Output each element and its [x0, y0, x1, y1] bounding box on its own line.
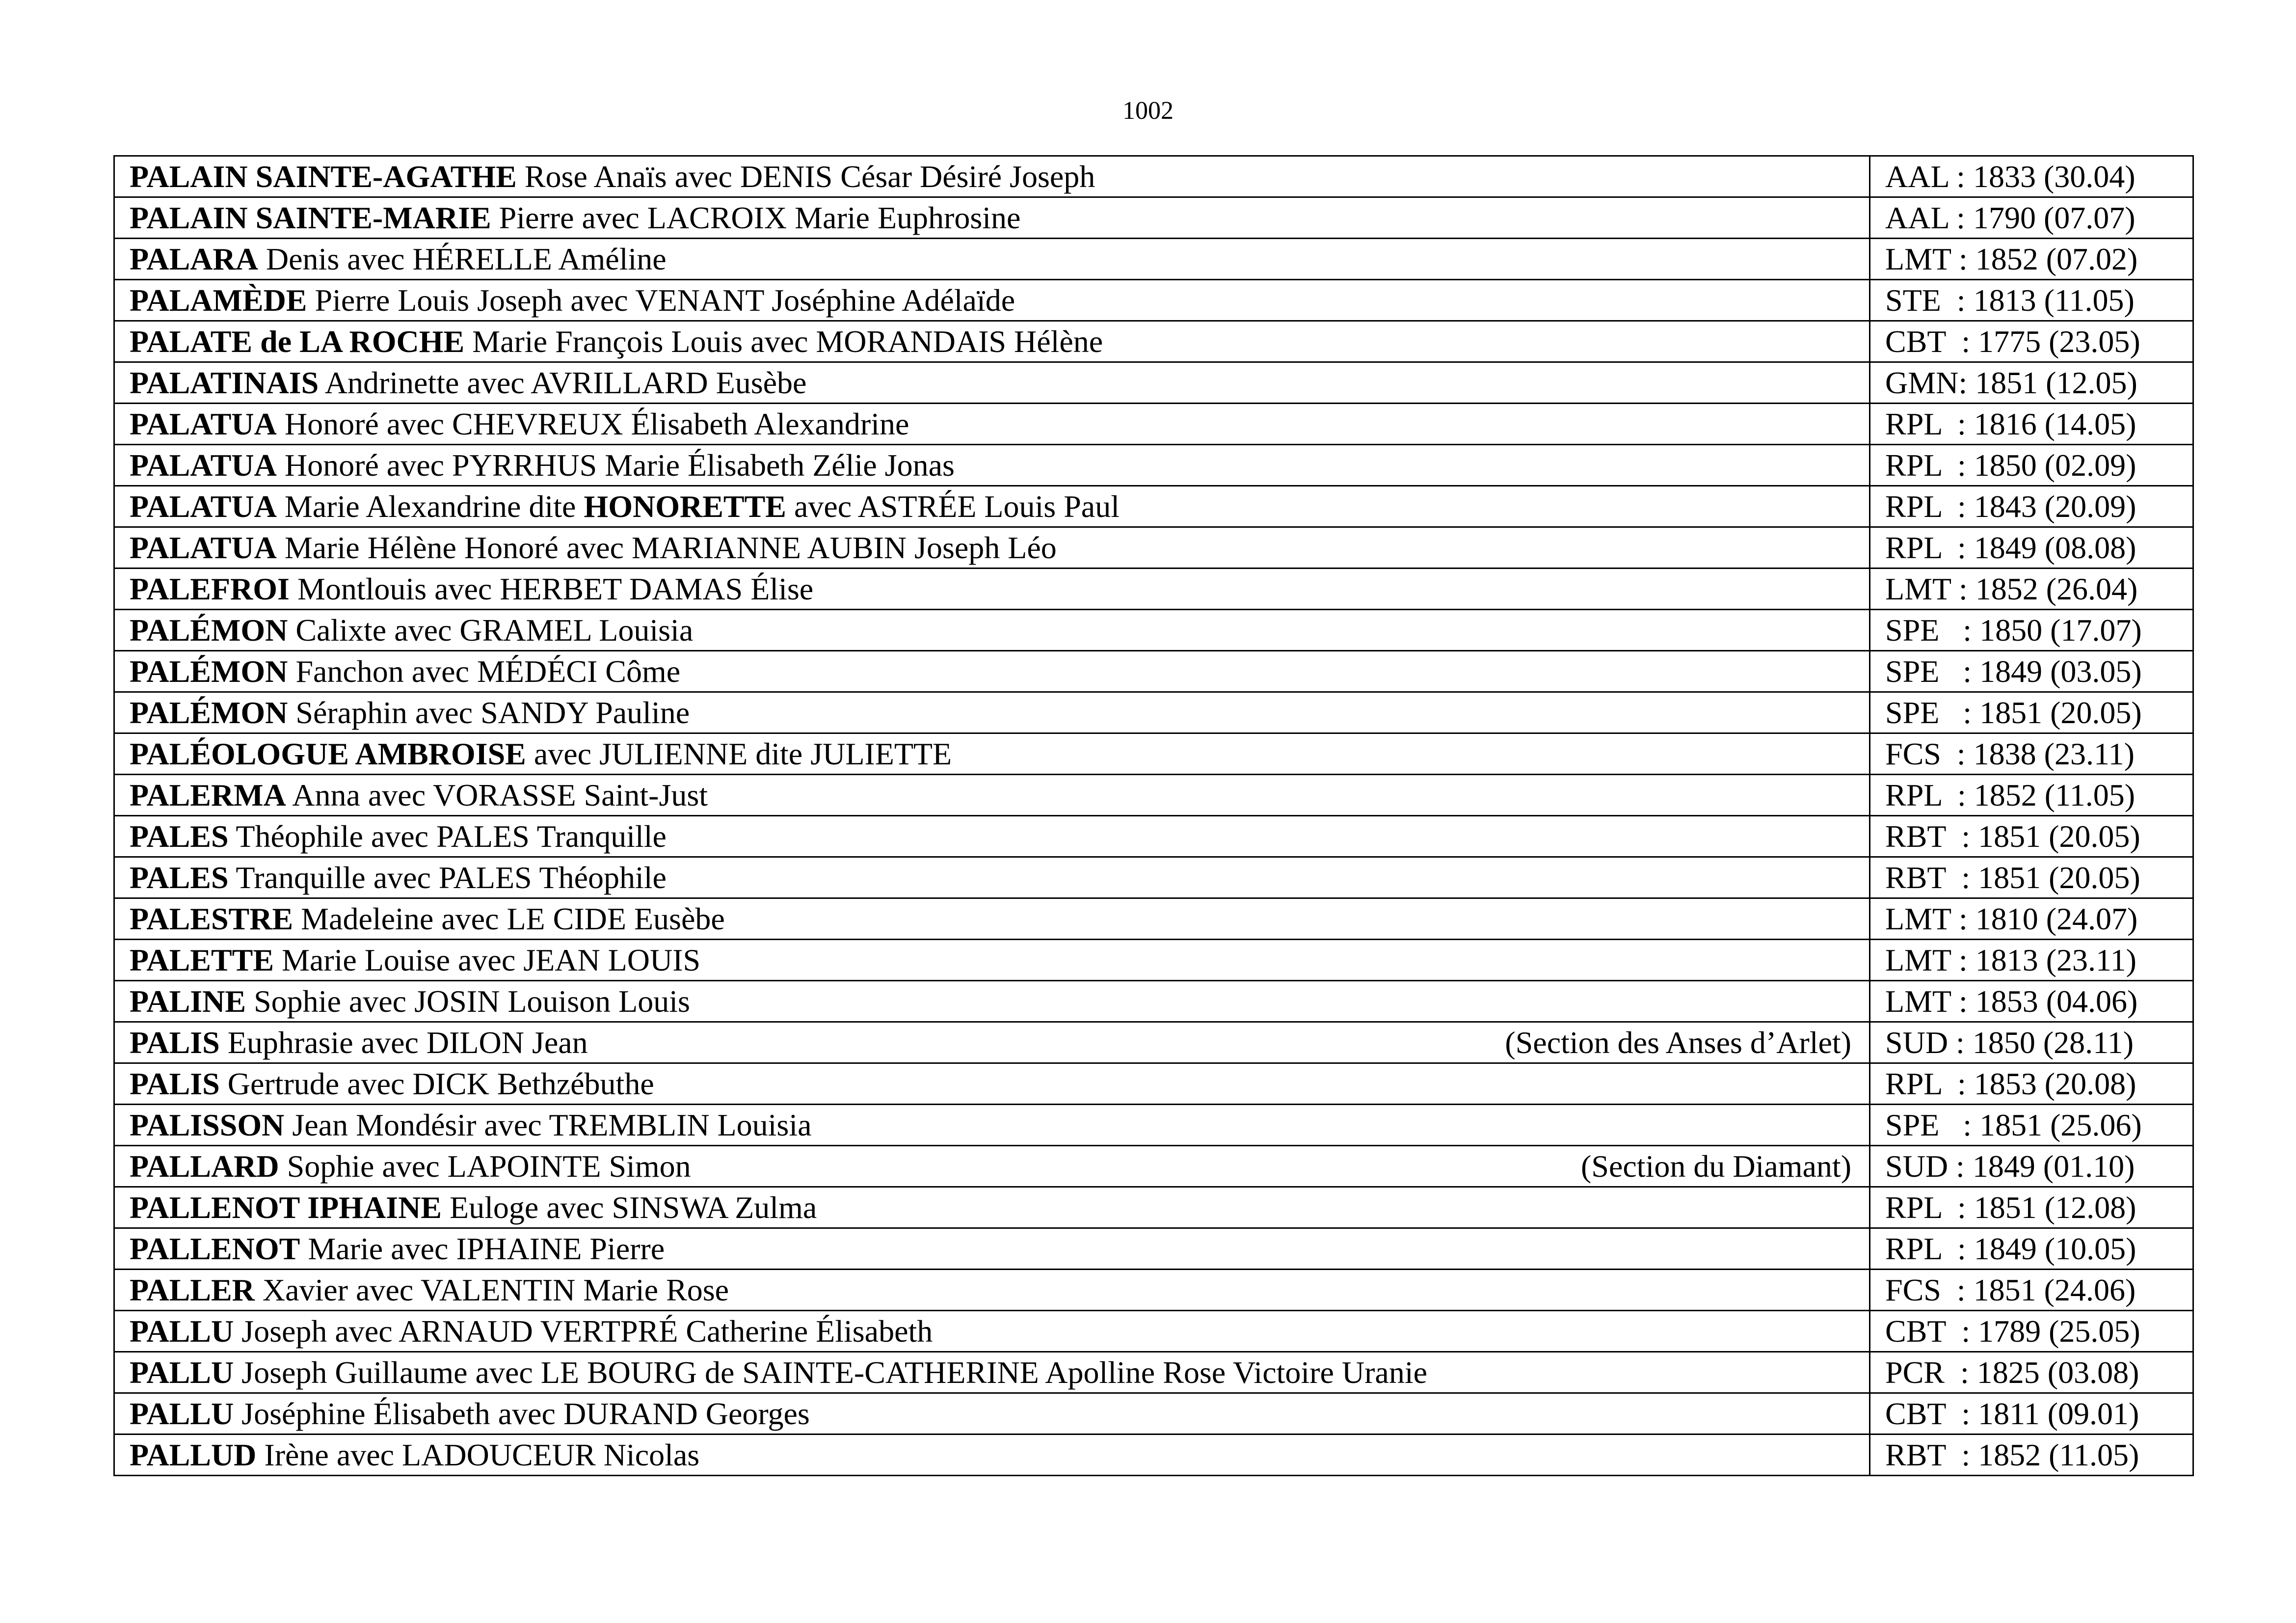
surname: PALES: [130, 818, 229, 854]
surname: PALIS: [130, 1066, 220, 1101]
entry-cell: [114, 1434, 1870, 1476]
entry-line: [130, 696, 1869, 730]
entry-names: [130, 572, 813, 606]
entry-cell: [114, 775, 1870, 816]
entry-line: [130, 407, 1869, 441]
entry-cell: [114, 1228, 1870, 1270]
table-row: [114, 486, 2193, 527]
entry-cell: [114, 898, 1870, 940]
entry-line: [130, 1190, 1869, 1225]
table-row: [114, 940, 2193, 981]
entry-names: [130, 325, 1103, 359]
surname: PALESTRE: [130, 901, 294, 936]
table-row: [114, 1270, 2193, 1311]
entry-names: [130, 1438, 699, 1472]
entry-cell: [114, 692, 1870, 733]
entry-line: [130, 819, 1869, 854]
surname: PALATUA: [130, 488, 277, 524]
entry-text: Irène avec LADOUCEUR Nicolas: [256, 1437, 700, 1472]
entry-text: Jean Mondésir avec TREMBLIN Louisia: [284, 1107, 812, 1142]
surname: PALEFROI: [130, 571, 290, 606]
table-row: [114, 692, 2193, 733]
record-reference: RPL : 1851 (12.08): [1870, 1187, 2193, 1228]
entry-names: [130, 737, 952, 771]
entry-names: [130, 1149, 691, 1184]
entry-line: [130, 1026, 1869, 1060]
entry-text: Joséphine Élisabeth avec DURAND Georges: [234, 1396, 810, 1431]
surname: PALATE de LA ROCHE: [130, 324, 465, 359]
entry-cell: [114, 816, 1870, 857]
table-row: [114, 1022, 2193, 1063]
entry-line: [130, 1397, 1869, 1431]
record-reference: RPL : 1849 (10.05): [1870, 1228, 2193, 1270]
record-reference: CBT : 1811 (09.01): [1870, 1393, 2193, 1434]
table-row: [114, 280, 2193, 321]
record-reference: RPL : 1853 (20.08): [1870, 1063, 2193, 1105]
table-row: [114, 1105, 2193, 1146]
entry-text: Montlouis avec HERBET DAMAS Élise: [289, 571, 814, 606]
record-reference: RPL : 1849 (08.08): [1870, 527, 2193, 568]
record-reference: SPE : 1851 (20.05): [1870, 692, 2193, 733]
table-row: [114, 1187, 2193, 1228]
record-reference: PCR : 1825 (03.08): [1870, 1352, 2193, 1393]
entry-text: Gertrude avec DICK Bethzébuthe: [219, 1066, 654, 1101]
entry-names: [130, 1273, 729, 1307]
surname: PALLER: [130, 1272, 255, 1307]
entry-names: [130, 366, 806, 400]
table-row: [114, 816, 2193, 857]
entry-names: [130, 984, 690, 1019]
entry-cell: [114, 527, 1870, 568]
entry-text: Sophie avec LAPOINTE Simon: [279, 1148, 691, 1184]
entry-cell: [114, 568, 1870, 610]
entry-names: [130, 1067, 654, 1101]
entry-names: [130, 489, 1120, 524]
entry-cell: [114, 362, 1870, 404]
table-row: [114, 156, 2193, 197]
entry-line: [130, 201, 1869, 235]
surname: PALLU: [130, 1313, 234, 1349]
entry-text: Rose Anaïs avec DENIS César Désiré Joseph: [516, 159, 1095, 194]
table-row: [114, 1352, 2193, 1393]
record-reference: CBT : 1789 (25.05): [1870, 1311, 2193, 1352]
section-note: (Section du Diamant): [1581, 1148, 1851, 1184]
entry-text: Pierre Louis Joseph avec VENANT Joséphine Adélaïde: [307, 282, 1015, 318]
table-row: [114, 857, 2193, 898]
record-reference: LMT : 1810 (24.07): [1870, 898, 2193, 940]
entry-names: [130, 201, 1020, 235]
entry-line: [130, 984, 1869, 1019]
entry-line: [130, 242, 1869, 276]
entry-line: [130, 1438, 1869, 1472]
table-row: [114, 404, 2193, 445]
record-reference: GMN: 1851 (12.05): [1870, 362, 2193, 404]
entry-text: Andrinette avec AVRILLARD Eusèbe: [319, 365, 807, 400]
surname: PALAIN SAINTE-MARIE: [130, 200, 491, 235]
table-row: [114, 733, 2193, 775]
entry-cell: [114, 940, 1870, 981]
entry-names: [130, 407, 909, 441]
table-row: [114, 445, 2193, 486]
entry-text: Séraphin avec SANDY Pauline: [288, 695, 690, 730]
page-number: 1002: [1122, 97, 1174, 125]
entry-text: Anna avec VORASSE Saint-Just: [286, 777, 708, 812]
register-body: [114, 156, 2193, 1476]
entry-line: [130, 1232, 1869, 1266]
entry-text: Euloge avec SINSWA Zulma: [441, 1190, 817, 1225]
table-row: [114, 527, 2193, 568]
table-row: [114, 1146, 2193, 1187]
entry-names: [130, 696, 690, 730]
entry-names: [130, 448, 955, 483]
surname: PALISSON: [130, 1107, 285, 1142]
entry-text: Denis avec HÉRELLE Améline: [258, 241, 667, 276]
entry-text: Pierre avec LACROIX Marie Euphrosine: [491, 200, 1021, 235]
entry-text: Honoré avec PYRRHUS Marie Élisabeth Zélie Jonas: [276, 447, 955, 483]
entry-line: [130, 654, 1869, 689]
table-row: [114, 898, 2193, 940]
entry-names: [130, 531, 1057, 565]
entry-cell: [114, 239, 1870, 280]
entry-line: [130, 1355, 1869, 1390]
entry-cell: [114, 445, 1870, 486]
entry-cell: [114, 1270, 1870, 1311]
surname: PALATUA: [130, 406, 277, 441]
entry-cell: [114, 1393, 1870, 1434]
table-row: [114, 1063, 2193, 1105]
entry-names: [130, 1190, 817, 1225]
record-reference: FCS : 1838 (23.11): [1870, 733, 2193, 775]
entry-cell: [114, 1063, 1870, 1105]
entry-text: Marie Alexandrine dite: [276, 488, 584, 524]
entry-cell: [114, 733, 1870, 775]
table-row: [114, 775, 2193, 816]
surname: PALÉOLOGUE AMBROISE: [130, 736, 526, 771]
surname: PALÉMON: [130, 653, 288, 689]
entry-line: [130, 160, 1869, 194]
entry-cell: [114, 197, 1870, 239]
entry-names: [130, 778, 708, 812]
surname: PALLUD: [130, 1437, 257, 1472]
entry-text: Marie Louise avec JEAN LOUIS: [274, 942, 701, 977]
entry-cell: [114, 404, 1870, 445]
surname: PALIS: [130, 1025, 220, 1060]
entry-text: Madeleine avec LE CIDE Eusèbe: [293, 901, 725, 936]
entry-cell: [114, 1352, 1870, 1393]
entry-names: [130, 283, 1015, 318]
surname: PALLU: [130, 1396, 234, 1431]
surname: PALLU: [130, 1354, 234, 1390]
entry-cell: [114, 1146, 1870, 1187]
entry-line: [130, 1273, 1869, 1307]
table-row: [114, 1393, 2193, 1434]
entry-cell: [114, 1187, 1870, 1228]
entry-line: [130, 489, 1869, 524]
surname: PALLENOT: [130, 1231, 300, 1266]
entry-line: [130, 902, 1869, 936]
entry-line: [130, 325, 1869, 359]
entry-names: [130, 242, 667, 276]
entry-names: [130, 943, 700, 977]
entry-line: [130, 283, 1869, 318]
record-reference: RPL : 1816 (14.05): [1870, 404, 2193, 445]
entry-line: [130, 613, 1869, 648]
entry-cell: [114, 981, 1870, 1022]
record-reference: LMT : 1813 (23.11): [1870, 940, 2193, 981]
entry-names: [130, 613, 693, 648]
surname: PALES: [130, 860, 229, 895]
entry-names: [130, 861, 667, 895]
surname: PALAIN SAINTE-AGATHE: [130, 159, 517, 194]
table-row: [114, 239, 2193, 280]
table-row: [114, 362, 2193, 404]
entry-line: [130, 531, 1869, 565]
entry-text: Euphrasie avec DILON Jean: [219, 1025, 588, 1060]
record-reference: LMT : 1852 (07.02): [1870, 239, 2193, 280]
entry-cell: [114, 321, 1870, 362]
table-row: [114, 197, 2193, 239]
entry-line: [130, 366, 1869, 400]
table-row: [114, 981, 2193, 1022]
entry-line: [130, 1149, 1869, 1184]
entry-text: Xavier avec VALENTIN Marie Rose: [254, 1272, 729, 1307]
entry-cell: [114, 857, 1870, 898]
surname: PALETTE: [130, 942, 274, 977]
surname: HONORETTE: [584, 488, 786, 524]
record-reference: RPL : 1843 (20.09): [1870, 486, 2193, 527]
section-note: (Section des Anses d’Arlet): [1505, 1025, 1851, 1060]
entry-cell: [114, 610, 1870, 651]
surname: PALLARD: [130, 1148, 279, 1184]
record-reference: RBT : 1852 (11.05): [1870, 1434, 2193, 1476]
entry-cell: [114, 1311, 1870, 1352]
entry-line: [130, 737, 1869, 771]
entry-text: Honoré avec CHEVREUX Élisabeth Alexandrine: [276, 406, 909, 441]
record-reference: LMT : 1853 (04.06): [1870, 981, 2193, 1022]
surname: PALATINAIS: [130, 365, 319, 400]
entry-text: avec ASTRÉE Louis Paul: [786, 488, 1120, 524]
table-row: [114, 568, 2193, 610]
surname: PALINE: [130, 983, 246, 1019]
entry-text: avec JULIENNE dite JULIETTE: [526, 736, 952, 771]
entry-line: [130, 943, 1869, 977]
entry-cell: [114, 486, 1870, 527]
entry-line: [130, 861, 1869, 895]
record-reference: RBT : 1851 (20.05): [1870, 857, 2193, 898]
entry-text: Tranquille avec PALES Théophile: [228, 860, 667, 895]
entry-line: [130, 572, 1869, 606]
entry-cell: [114, 156, 1870, 197]
entry-names: [130, 160, 1095, 194]
table-row: [114, 651, 2193, 692]
entry-names: [130, 1314, 933, 1349]
entry-text: Marie Hélène Honoré avec MARIANNE AUBIN Joseph Léo: [276, 530, 1057, 565]
record-reference: CBT : 1775 (23.05): [1870, 321, 2193, 362]
entry-text: Joseph avec ARNAUD VERTPRÉ Catherine Élisabeth: [234, 1313, 933, 1349]
surname: PALATUA: [130, 530, 277, 565]
record-reference: AAL : 1790 (07.07): [1870, 197, 2193, 239]
entry-names: [130, 1355, 1427, 1390]
entry-text: Joseph Guillaume avec LE BOURG de SAINTE-CATHERINE Apolline Rose Victoire Uranie: [234, 1354, 1427, 1390]
surname: PALERMA: [130, 777, 286, 812]
entry-cell: [114, 1022, 1870, 1063]
table-row: [114, 610, 2193, 651]
table-row: [114, 1311, 2193, 1352]
entry-text: Marie avec IPHAINE Pierre: [300, 1231, 665, 1266]
record-reference: RPL : 1852 (11.05): [1870, 775, 2193, 816]
entry-cell: [114, 280, 1870, 321]
record-reference: SUD : 1849 (01.10): [1870, 1146, 2193, 1187]
record-reference: SPE : 1849 (03.05): [1870, 651, 2193, 692]
entry-names: [130, 1108, 812, 1142]
entry-line: [130, 1067, 1869, 1101]
record-reference: STE : 1813 (11.05): [1870, 280, 2193, 321]
surname: PALLENOT IPHAINE: [130, 1190, 442, 1225]
record-reference: FCS : 1851 (24.06): [1870, 1270, 2193, 1311]
entry-cell: [114, 651, 1870, 692]
table-row: [114, 321, 2193, 362]
record-reference: SPE : 1850 (17.07): [1870, 610, 2193, 651]
entry-text: Fanchon avec MÉDÉCI Côme: [288, 653, 681, 689]
surname: PALATUA: [130, 447, 277, 483]
table-row: [114, 1228, 2193, 1270]
record-reference: RBT : 1851 (20.05): [1870, 816, 2193, 857]
entry-line: [130, 1108, 1869, 1142]
record-reference: LMT : 1852 (26.04): [1870, 568, 2193, 610]
entry-text: Théophile avec PALES Tranquille: [228, 818, 667, 854]
entry-names: [130, 902, 725, 936]
entry-names: [130, 1026, 588, 1060]
record-reference: SPE : 1851 (25.06): [1870, 1105, 2193, 1146]
entry-text: Sophie avec JOSIN Louison Louis: [246, 983, 690, 1019]
entry-line: [130, 448, 1869, 483]
entry-names: [130, 654, 680, 689]
table-row: [114, 1434, 2193, 1476]
surname: PALÉMON: [130, 695, 288, 730]
surname: PALÉMON: [130, 612, 288, 648]
entry-names: [130, 819, 667, 854]
entry-cell: [114, 1105, 1870, 1146]
entry-line: [130, 778, 1869, 812]
entry-names: [130, 1397, 810, 1431]
entry-line: [130, 1314, 1869, 1349]
entry-names: [130, 1232, 665, 1266]
surname: PALAMÈDE: [130, 282, 307, 318]
record-reference: AAL : 1833 (30.04): [1870, 156, 2193, 197]
surname: PALARA: [130, 241, 258, 276]
record-reference: SUD : 1850 (28.11): [1870, 1022, 2193, 1063]
record-reference: RPL : 1850 (02.09): [1870, 445, 2193, 486]
entry-text: Calixte avec GRAMEL Louisia: [288, 612, 694, 648]
entry-text: Marie François Louis avec MORANDAIS Hélène: [464, 324, 1103, 359]
marriage-register-table: [113, 155, 2194, 1476]
